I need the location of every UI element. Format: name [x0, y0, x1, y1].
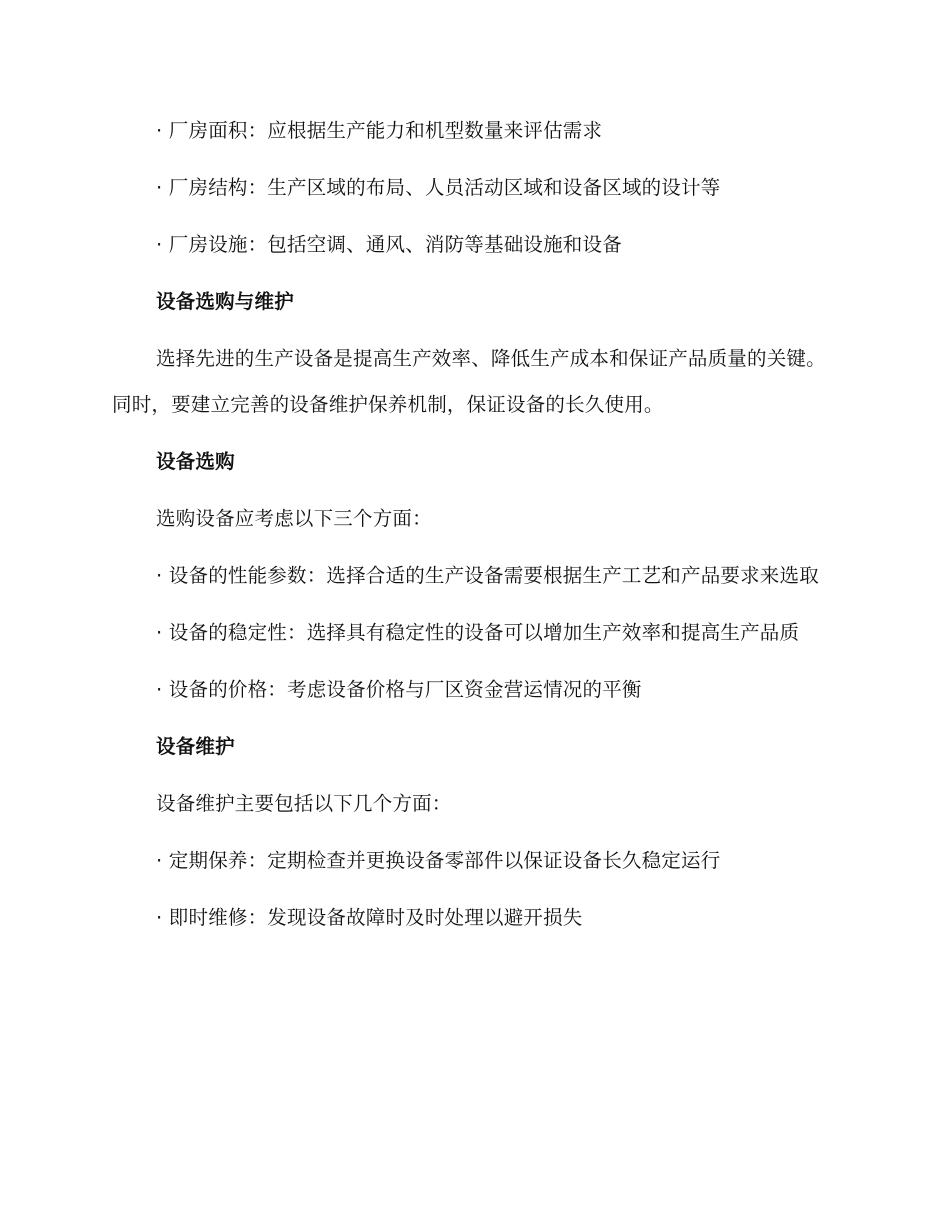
bullet-factory-area: · 厂房面积：应根据生产能力和机型数量来评估需求 — [156, 119, 603, 142]
bullet-immediate-repair: · 即时维修：发现设备故障时及时处理以避开损失 — [156, 906, 583, 929]
bullet-factory-facilities: · 厂房设施：包括空调、通风、消防等基础设施和设备 — [156, 233, 622, 256]
bullet-regular-maintenance: · 定期保养：定期检查并更换设备零部件以保证设备长久稳定运行 — [156, 849, 721, 872]
bullet-price: · 设备的价格：考虑设备价格与厂区资金营运情况的平衡 — [156, 678, 642, 701]
section-heading-equipment: 设备选购与维护 — [156, 290, 294, 313]
section-heading-purchase: 设备选购 — [156, 450, 235, 473]
bullet-performance: · 设备的性能参数：选择合适的生产设备需要根据生产工艺和产品要求来选取 — [156, 564, 819, 587]
body-paragraph-purchase-intro: 选购设备应考虑以下三个方面： — [156, 507, 432, 530]
section-heading-maintenance: 设备维护 — [156, 735, 235, 758]
document-content — [112, 108, 832, 952]
body-paragraph-equipment-intro: 选择先进的生产设备是提高生产效率、降低生产成本和保证产品质量的关键。同时，要建立完善的设备维护保养机制，保证设备的长久使用。 — [112, 347, 826, 416]
body-paragraph-maintenance-intro: 设备维护主要包括以下几个方面： — [156, 792, 452, 815]
bullet-stability: · 设备的稳定性：选择具有稳定性的设备可以增加生产效率和提高生产品质 — [156, 621, 800, 644]
bullet-factory-structure: · 厂房结构：生产区域的布局、人员活动区域和设备区域的设计等 — [156, 176, 721, 199]
